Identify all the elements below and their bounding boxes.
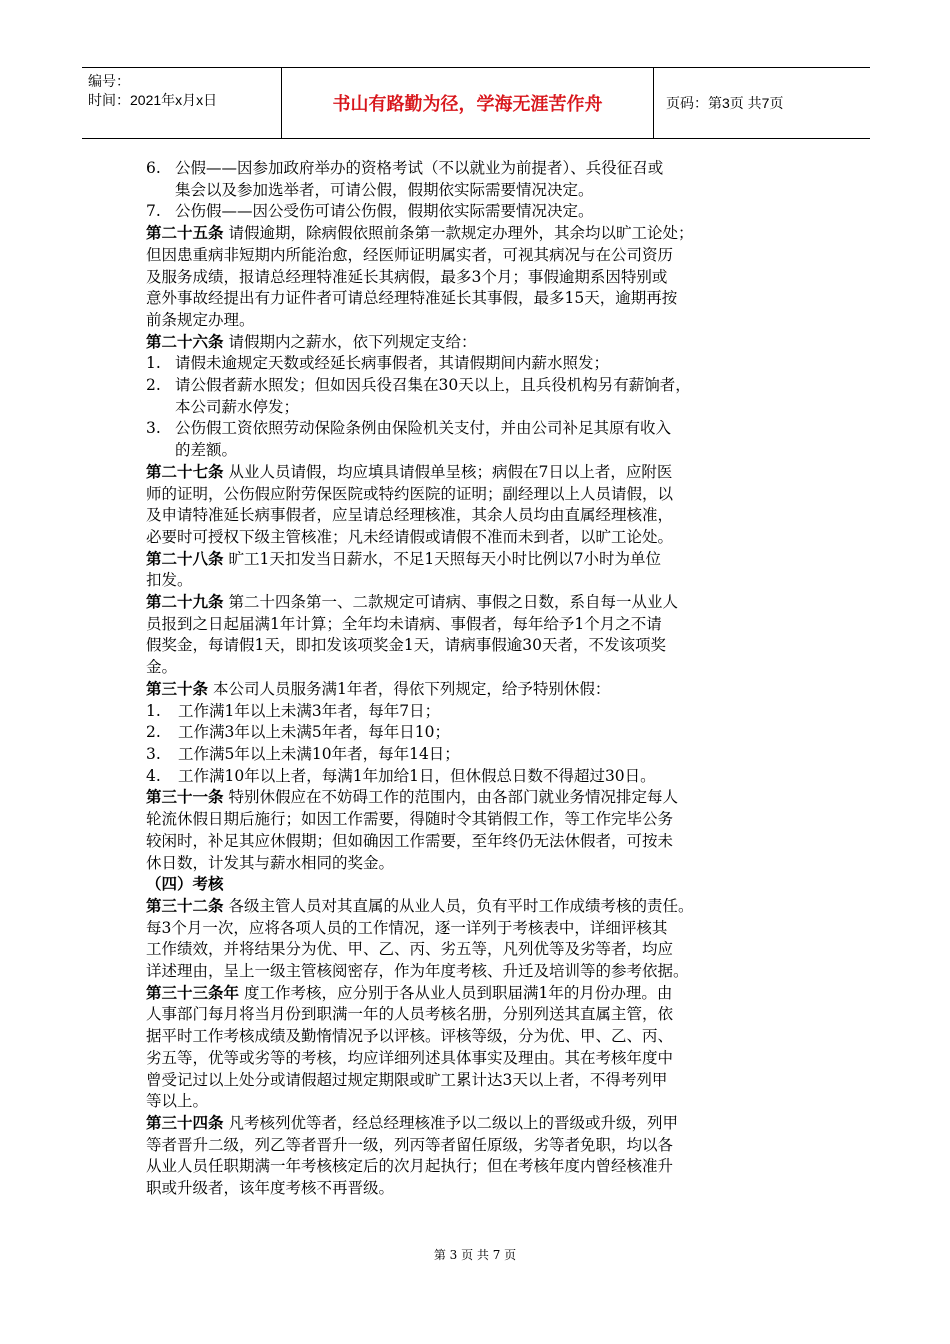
article-25 bbox=[146, 223, 826, 245]
item-text: 工作满1年以上未满3年者，每年7日； bbox=[178, 701, 441, 720]
text-line: 较闲时，补足其应休假期；但如确因工作需要，至年终仍无法休假者，可按未 bbox=[146, 831, 674, 850]
article-text: 本公司人员服务满1年者，得依下列规定，给予特别休假： bbox=[212, 679, 611, 698]
article-34 bbox=[146, 1113, 826, 1135]
text-line: 金。 bbox=[146, 658, 178, 677]
item-text: 公伤假工资依照劳动保险条例由保险机关支付，并由公司补足其原有收入 bbox=[175, 419, 672, 438]
article-text: 度工作考核，应分别于各从业人员到职届满1年的月份办理。由 bbox=[243, 983, 673, 1002]
list-item bbox=[146, 201, 826, 223]
text-line: 等者晋升二级，列乙等者晋升一级，列丙等者留任原级，劣等者免职，均以各 bbox=[146, 1135, 674, 1154]
article-label: 第二十七条 bbox=[146, 462, 224, 481]
text-line: 曾受记过以上处分或请假超过规定期限或旷工累计达3天以上者，不得考列甲 bbox=[146, 1070, 668, 1089]
article-label: 第二十九条 bbox=[146, 593, 224, 612]
text-line: 从业人员任职期满一年考核核定后的次月起执行；但在考核年度内曾经核准升 bbox=[146, 1157, 674, 1176]
article-28 bbox=[146, 549, 826, 571]
item-number: 3. bbox=[146, 419, 161, 438]
article-label: 第二十六条 bbox=[146, 332, 224, 351]
text-line: 职或升级者，该年度考核不再晋级。 bbox=[146, 1179, 395, 1198]
list-item bbox=[146, 744, 826, 766]
article-31 bbox=[146, 787, 826, 809]
text-line: 据平时工作考核成绩及勤惰情况予以评核。评核等级，分为优、甲、乙、丙、 bbox=[146, 1027, 674, 1046]
text-line: 每3个月一次，应将各项人员的工作情况，逐一详列于考核表中，详细评核其 bbox=[146, 918, 668, 937]
text-line: 等以上。 bbox=[146, 1092, 209, 1111]
item-number: 3. bbox=[146, 744, 161, 763]
article-text: 凡考核列优等者，经总经理核准予以二级以上的晋级或升级，列甲 bbox=[228, 1113, 678, 1132]
article-text: 旷工1天扣发当日薪水，不足1天照每天小时比例以7小时为单位 bbox=[228, 549, 662, 568]
text-line: 假奖金，每请假1天，即扣发该项奖金1天，请病事假逾30天者，不发该项奖 bbox=[146, 636, 666, 655]
list-item bbox=[146, 158, 826, 180]
text-line: 轮流休假日期后施行；如因工作需要，得随时令其销假工作，等工作完毕公务 bbox=[146, 810, 674, 829]
item-text: 公假——因参加政府举办的资格考试（不以就业为前提者）、兵役征召或 bbox=[175, 159, 664, 177]
list-item bbox=[146, 353, 826, 375]
article-text: 第二十四条第一、二款规定可请病、事假之日数，系自每一从业人 bbox=[228, 593, 678, 612]
number-label: 编号： bbox=[88, 73, 130, 89]
item-text: 请假未逾规定天数或经延长病事假者，其请假期间内薪水照发； bbox=[175, 354, 610, 373]
article-label: 第三十条 bbox=[146, 679, 209, 698]
text-line: 详述理由，呈上一级主管核阅密存，作为年度考核、升迁及培训等的参考依据。 bbox=[146, 962, 689, 981]
article-label: 第三十四条 bbox=[146, 1113, 224, 1132]
article-label: 第三十三条年 bbox=[146, 983, 240, 1002]
text-line: 但因患重病非短期内所能治愈，经医师证明属实者，可视其病况与在公司资历 bbox=[146, 245, 674, 264]
article-label: 第三十二条 bbox=[146, 896, 224, 915]
item-text: 公伤假——因公受伤可请公伤假，假期依实际需要情况决定。 bbox=[175, 202, 594, 221]
item-number: 4. bbox=[146, 766, 161, 785]
item-number: 2. bbox=[146, 376, 161, 395]
item-text: 工作满5年以上未满10年者，每年14日； bbox=[178, 744, 460, 763]
article-30 bbox=[146, 679, 826, 701]
document-body bbox=[146, 158, 826, 1200]
text-line: 休日数，计发其与薪水相同的奖金。 bbox=[146, 853, 395, 872]
list-item bbox=[146, 375, 826, 397]
header-page-info: 页码：第3页 共7页 bbox=[666, 95, 784, 111]
text-line: 人事部门每月将当月份到职满一年的人员考核名册，分别列送其直属主管，依 bbox=[146, 1005, 674, 1024]
item-text: 工作满10年以上者，每满1年加给1日，但休假总日数不得超过30日。 bbox=[178, 766, 656, 785]
article-text: 各级主管人员对其直属的从业人员，负有平时工作成绩考核的责任。 bbox=[228, 896, 694, 915]
list-item-continuation: 集会以及参加选举者，可请公假，假期依实际需要情况决定。 bbox=[175, 180, 594, 199]
article-text: 特别休假应在不妨碍工作的范围内，由各部门就业务情况排定每人 bbox=[228, 788, 678, 807]
article-label: 第三十一条 bbox=[146, 788, 224, 807]
text-line: 及服务成绩，报请总经理特准延长其病假，最多3个月；事假逾期系因特别或 bbox=[146, 267, 668, 286]
page-footer: 第 3 页 共 7 页 bbox=[433, 1248, 517, 1262]
text-line: 扣发。 bbox=[146, 571, 193, 590]
item-number: 2. bbox=[146, 723, 161, 742]
list-item bbox=[146, 722, 826, 744]
list-item bbox=[146, 418, 826, 440]
article-27 bbox=[146, 462, 826, 484]
header-motto: 书山有路勤为径，学海无涯苦作舟 bbox=[282, 68, 654, 138]
list-item-continuation: 的差额。 bbox=[175, 441, 238, 460]
text-line: 工作绩效，并将结果分为优、甲、乙、丙、劣五等，凡列优等及劣等者，均应 bbox=[146, 940, 674, 959]
item-text: 请公假者薪水照发；但如因兵役召集在30天以上，且兵役机构另有薪饷者， bbox=[175, 376, 691, 395]
text-line: 必要时可授权下级主管核准；凡未经请假或请假不准而未到者，以旷工论处。 bbox=[146, 527, 674, 546]
text-line: 员报到之日起届满1年计算；全年均未请病、事假者，每年给予1个月之不请 bbox=[146, 614, 662, 633]
article-text: 请假期内之薪水，依下列规定支给： bbox=[228, 332, 477, 351]
article-29 bbox=[146, 592, 826, 614]
item-number: 1. bbox=[146, 354, 161, 373]
list-item bbox=[146, 766, 826, 788]
text-line: 师的证明，公伤假应附劳保医院或特约医院的证明；副经理以上人员请假，以 bbox=[146, 484, 674, 503]
time-label: 时间：2021年x月x日 bbox=[88, 92, 218, 108]
article-text: 从业人员请假，均应填具请假单呈核；病假在7日以上者，应附医 bbox=[228, 462, 673, 481]
text-line: 劣五等，优等或劣等的考核，均应详细列述具体事实及理由。其在考核年度中 bbox=[146, 1048, 674, 1067]
item-number: 6. bbox=[146, 159, 161, 177]
text-line: 及申请特准延长病事假者，应呈请总经理核准，其余人员均由直属经理核准， bbox=[146, 506, 674, 525]
article-text: 请假逾期，除病假依照前条第一款规定办理外，其余均以旷工论处； bbox=[228, 224, 694, 243]
document-header bbox=[82, 67, 870, 139]
article-32 bbox=[146, 896, 826, 918]
text-line: 意外事故经提出有力证件者可请总经理特准延长其事假，最多15天，逾期再按 bbox=[146, 289, 678, 308]
article-label: 第二十八条 bbox=[146, 549, 224, 568]
list-item-continuation: 本公司薪水停发； bbox=[175, 397, 300, 416]
list-item bbox=[146, 701, 826, 723]
article-33 bbox=[146, 983, 826, 1005]
header-meta bbox=[82, 68, 282, 138]
text-line: 前条规定办理。 bbox=[146, 310, 255, 329]
article-26 bbox=[146, 332, 826, 354]
item-text: 工作满3年以上未满5年者，每年日10； bbox=[178, 723, 450, 742]
item-number: 7. bbox=[146, 202, 161, 221]
article-label: 第二十五条 bbox=[146, 224, 224, 243]
section-heading: （四）考核 bbox=[146, 875, 224, 894]
item-number: 1. bbox=[146, 701, 161, 720]
